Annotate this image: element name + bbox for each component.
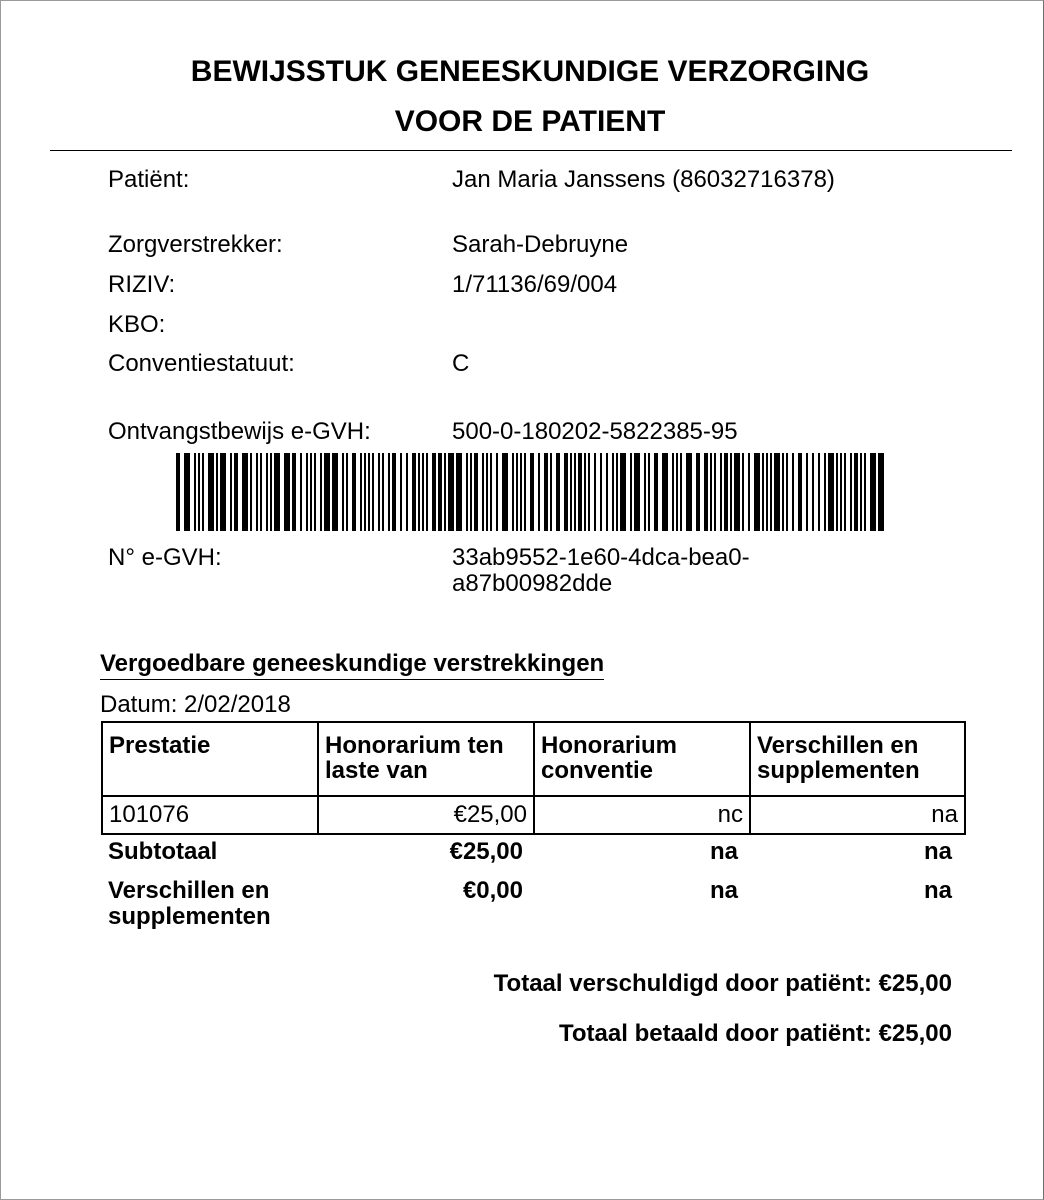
header-cell xyxy=(318,722,534,796)
service-date: Datum: 2/02/2018 xyxy=(100,691,291,718)
patient-value: Jan Maria Janssens (86032716378) xyxy=(452,166,835,193)
services-table xyxy=(101,721,966,835)
table-cell: €25,00 xyxy=(318,796,534,834)
header-text: Honorarium ten xyxy=(325,732,504,759)
table-row xyxy=(102,796,965,834)
header-text: laste van xyxy=(325,757,428,784)
receipt-label: Ontvangstbewijs e-GVH: xyxy=(108,418,371,445)
section-title: Vergoedbare geneeskundige verstrekkingen xyxy=(100,650,604,680)
header-text: supplementen xyxy=(757,757,920,784)
diff-amount: €0,00 xyxy=(462,877,523,904)
subtotal-label: Subtotaal xyxy=(108,838,218,865)
convention-label: Conventiestatuut: xyxy=(108,350,295,377)
total-owed: Totaal verschuldigd door patiënt: €25,00 xyxy=(493,970,952,997)
header-text: Prestatie xyxy=(109,732,211,759)
kbo-label: KBO: xyxy=(108,311,166,338)
diff-convention: na xyxy=(709,877,738,904)
document-subtitle: VOOR DE PATIENT xyxy=(394,105,666,138)
table-cell: na xyxy=(750,796,965,834)
subtotal-convention: na xyxy=(709,838,738,865)
riziv-value: 1/71136/69/004 xyxy=(452,271,618,298)
table-cell: nc xyxy=(534,796,750,834)
subtotal-supplements: na xyxy=(923,838,952,865)
table-cell: 101076 xyxy=(102,796,318,834)
header-cell xyxy=(750,722,965,796)
provider-value: Sarah-Debruyne xyxy=(452,231,629,258)
diff-label-line1: Verschillen en xyxy=(108,877,270,904)
egvh-value-line1: 33ab9552-1e60-4dca-bea0- xyxy=(452,544,750,571)
header-cell xyxy=(102,722,318,796)
header-cell xyxy=(534,722,750,796)
header-text: Verschillen en xyxy=(757,732,919,759)
total-paid: Totaal betaald door patiënt: €25,00 xyxy=(559,1020,952,1047)
header-divider xyxy=(50,150,1012,151)
patient-label: Patiënt: xyxy=(108,166,190,193)
document-title: BEWIJSSTUK GENEESKUNDIGE VERZORGING xyxy=(190,55,870,88)
receipt-value: 500-0-180202-5822385-95 xyxy=(452,418,738,445)
table-header-row xyxy=(102,722,965,796)
egvh-value-line2: a87b00982dde xyxy=(452,570,613,597)
provider-label: Zorgverstrekker: xyxy=(108,231,283,258)
riziv-label: RIZIV: xyxy=(108,271,176,298)
subtotal-amount: €25,00 xyxy=(449,838,523,865)
diff-supplements: na xyxy=(923,877,952,904)
diff-label-line2: supplementen xyxy=(108,903,271,930)
header-text: Honorarium xyxy=(541,732,678,759)
egvh-label: N° e-GVH: xyxy=(108,544,222,571)
convention-value: C xyxy=(452,350,470,377)
barcode-image xyxy=(176,453,884,531)
header-text: conventie xyxy=(541,757,654,784)
